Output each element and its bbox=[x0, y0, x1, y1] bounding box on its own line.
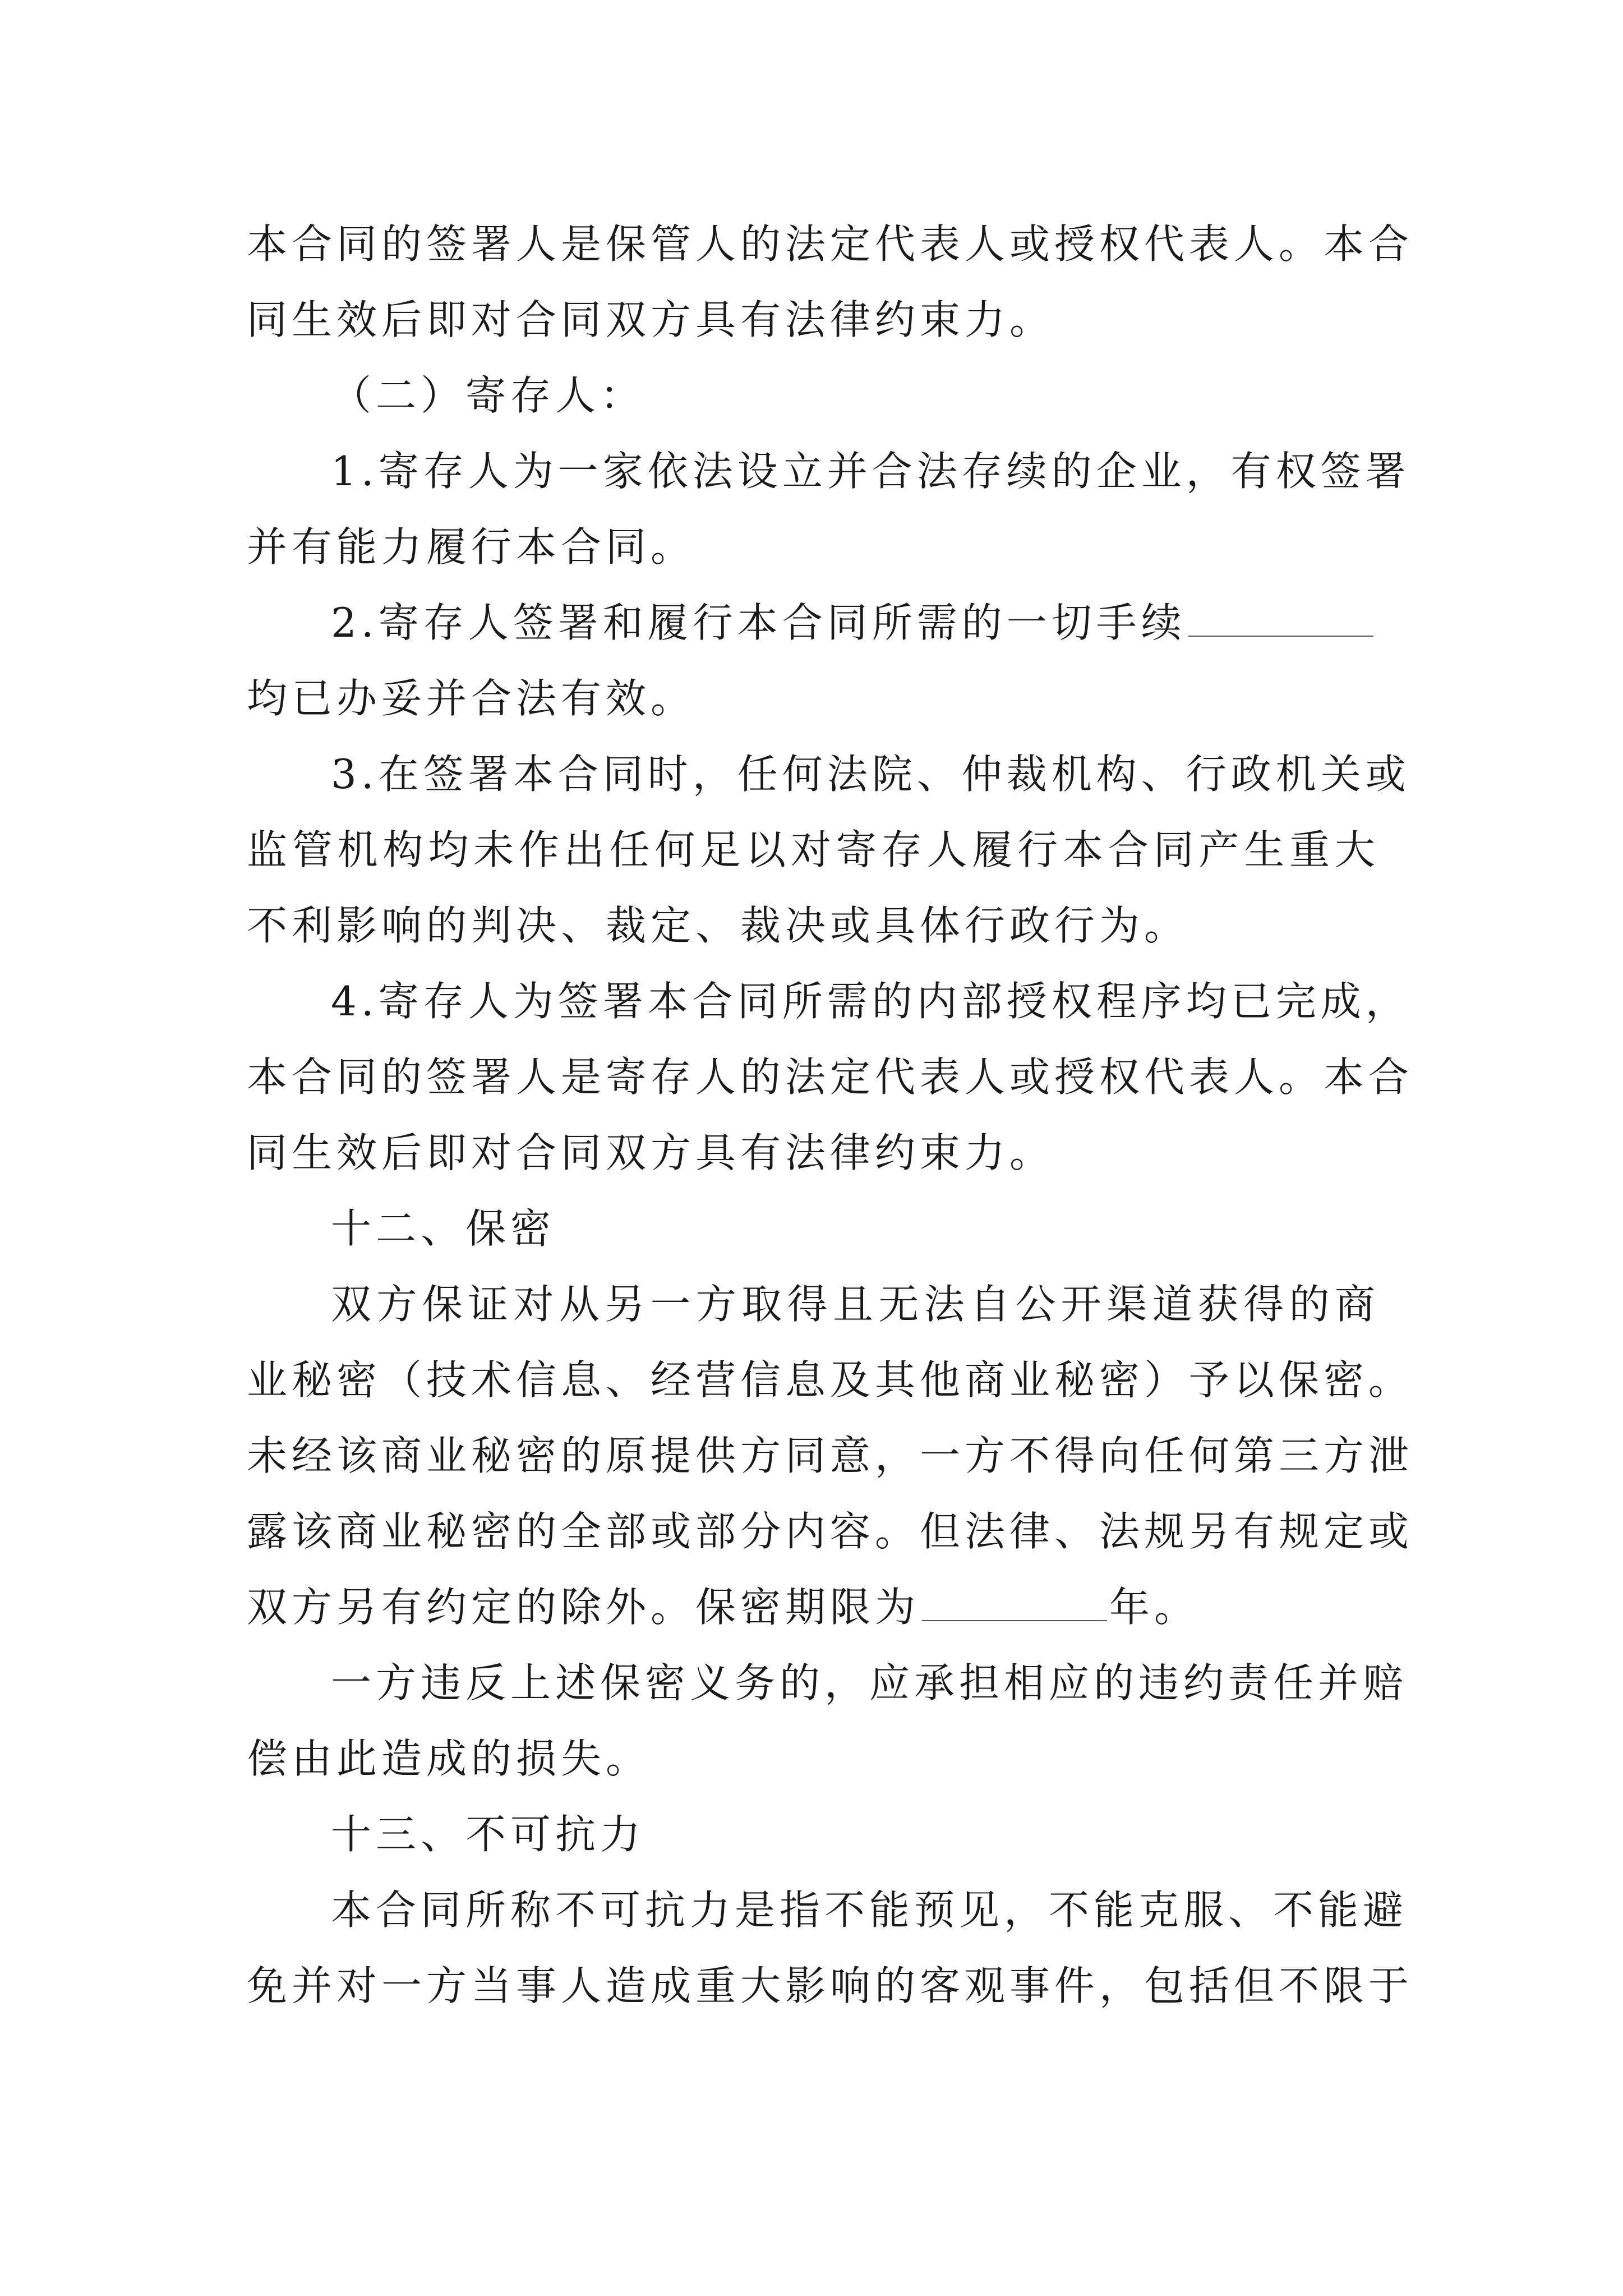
text-line: 免并对一方当事人造成重大影响的客观事件，包括但不限于 bbox=[247, 1962, 1414, 2009]
text-line: 未经该商业秘密的原提供方同意，一方不得向任何第三方泄 bbox=[247, 1432, 1414, 1479]
text-line: 同生效后即对合同双方具有法律约束力。 bbox=[247, 296, 1055, 343]
text-line: 本合同的签署人是寄存人的法定代表人或授权代表人。本合 bbox=[247, 1053, 1414, 1101]
text-line: 一方违反上述保密义务的，应承担相应的违约责任并赔 bbox=[331, 1659, 1408, 1706]
section-heading: 十二、保密 bbox=[331, 1205, 556, 1252]
text-line: 本合同的签署人是保管人的法定代表人或授权代表人。本合 bbox=[247, 220, 1414, 268]
text-line: 1.寄存人为一家依法设立并合法存续的企业，有权签署 bbox=[331, 448, 1410, 495]
text-fragment: 年。 bbox=[1109, 1584, 1200, 1631]
text-line: 3.在签署本合同时，任何法院、仲裁机构、行政机关或 bbox=[331, 751, 1410, 798]
text-line: 同生效后即对合同双方具有法律约束力。 bbox=[247, 1129, 1055, 1176]
text-line: 4.寄存人为签署本合同所需的内部授权程序均已完成， bbox=[331, 978, 1410, 1025]
section-heading: 十三、不可抗力 bbox=[331, 1811, 645, 1858]
text-line-with-blank bbox=[247, 1579, 1380, 1635]
text-line: 双方保证对从另一方取得且无法自公开渠道获得的商 bbox=[331, 1281, 1380, 1328]
text-line: 均已办妥并合法有效。 bbox=[247, 675, 696, 722]
text-line: 监管机构均未作出任何足以对寄存人履行本合同产生重大 bbox=[247, 826, 1380, 873]
text-fragment: 2.寄存人签署和履行本合同所需的一切手续 bbox=[331, 599, 1186, 646]
fill-in-blank[interactable] bbox=[922, 1581, 1107, 1621]
text-line: 本合同所称不可抗力是指不能预见，不能克服、不能避 bbox=[331, 1887, 1408, 1934]
section-heading: （二）寄存人： bbox=[331, 372, 645, 419]
text-fragment: 双方另有约定的除外。保密期限为 bbox=[247, 1584, 920, 1631]
text-line: 业秘密（技术信息、经营信息及其他商业秘密）予以保密。 bbox=[247, 1356, 1414, 1404]
text-line: 偿由此造成的损失。 bbox=[247, 1735, 651, 1782]
text-line: 不利影响的判决、裁定、裁决或具体行政行为。 bbox=[247, 902, 1189, 949]
text-line-with-blank bbox=[331, 595, 1380, 651]
text-line: 并有能力履行本合同。 bbox=[247, 523, 696, 570]
text-line: 露该商业秘密的全部或部分内容。但法律、法规另有规定或 bbox=[247, 1508, 1414, 1555]
fill-in-blank[interactable] bbox=[1188, 596, 1373, 637]
